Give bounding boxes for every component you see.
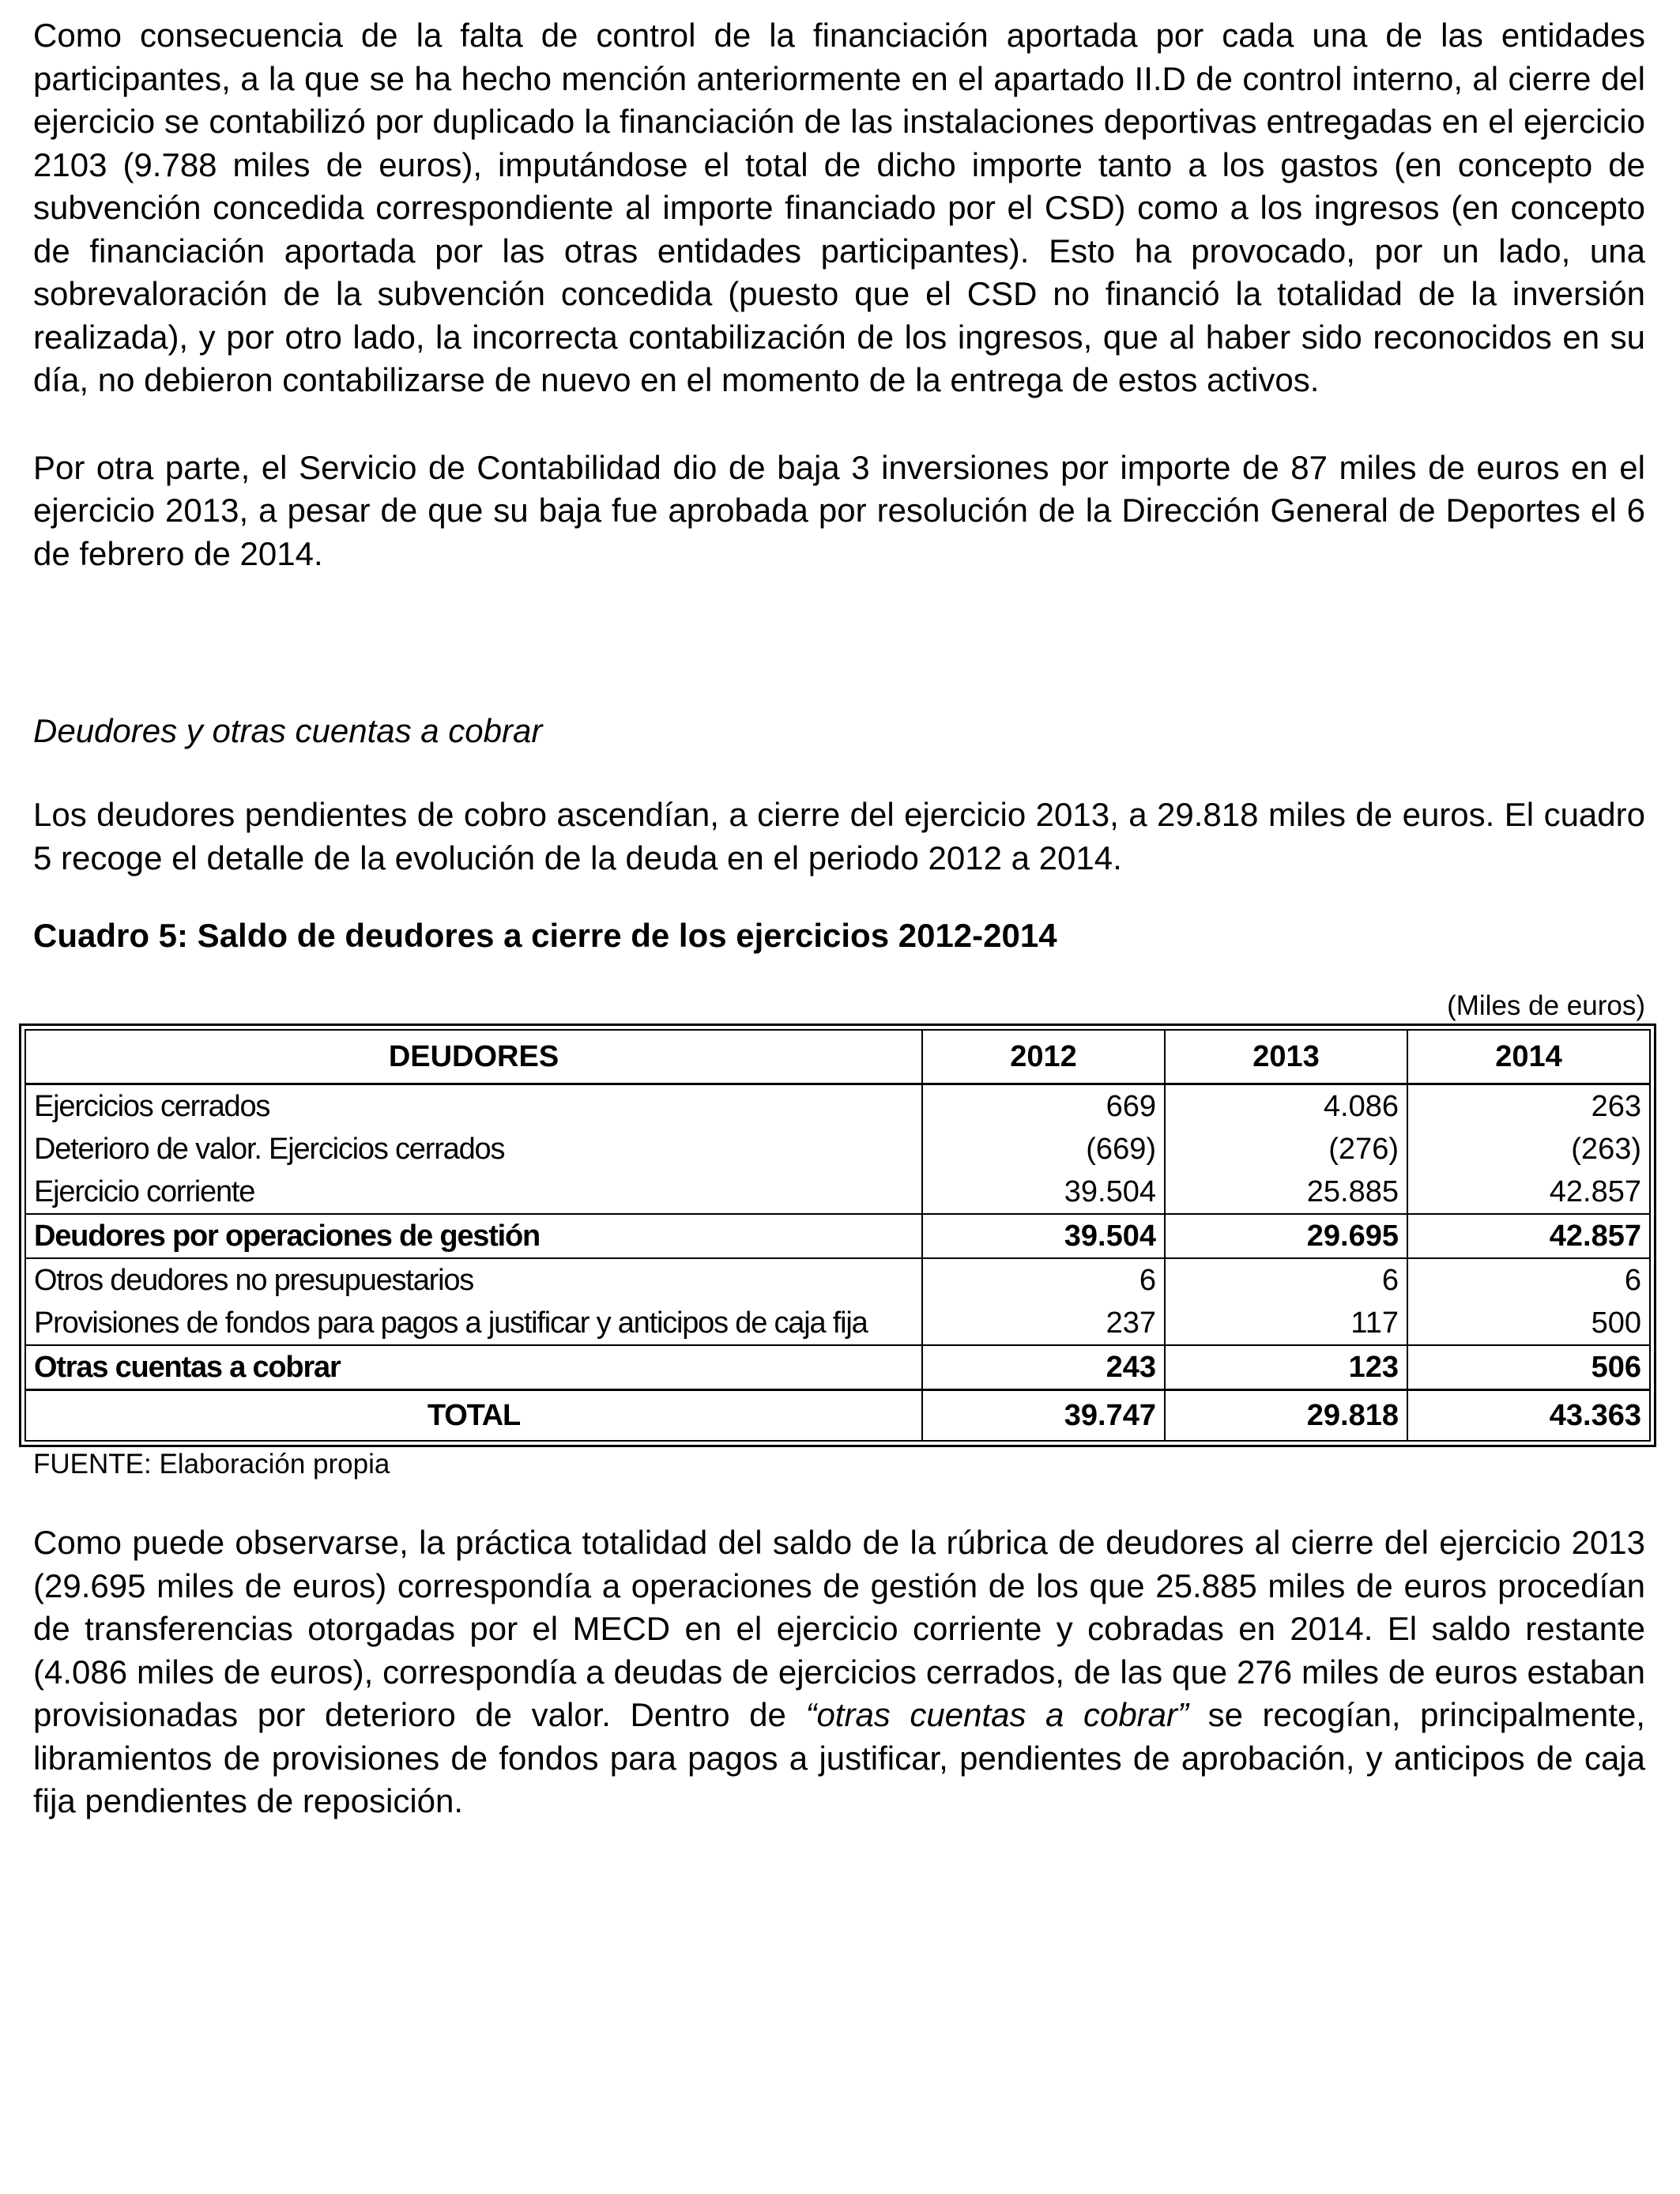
header-2013: 2013 — [1165, 1030, 1407, 1084]
header-deudores: DEUDORES — [25, 1030, 922, 1084]
row-label: Ejercicios cerrados — [25, 1084, 922, 1129]
cell-2013: 29.695 — [1165, 1214, 1407, 1258]
cell-2013: 123 — [1165, 1345, 1407, 1390]
row-label: Ejercicio corriente — [25, 1171, 922, 1214]
paragraph-deudores-intro: Los deudores pendientes de cobro ascendían, a cierre del ejercicio 2013, a 29.818 miles de euros. El cuadro 5 recoge el detalle de la evolución de la deuda en el periodo 2012 a 2014. — [33, 796, 1645, 876]
row-label: Deterioro de valor. Ejercicios cerrados — [25, 1128, 922, 1171]
paragraph-bajas-inversiones: Por otra parte, el Servicio de Contabilidad dio de baja 3 inversiones por importe de 87 miles de euros en el ejercicio 2013, a pesar de que su baja fue aprobada por resolución de la Dirección General de Deportes el 6 de febrero de 2014. — [33, 448, 1645, 572]
cell-2012: 39.504 — [922, 1214, 1165, 1258]
row-label: TOTAL — [25, 1390, 922, 1442]
cell-2014: (263) — [1407, 1128, 1650, 1171]
table-row — [25, 1258, 1650, 1302]
table-row — [25, 1084, 1650, 1129]
deudores-table — [24, 1029, 1651, 1442]
header-2012: 2012 — [922, 1030, 1165, 1084]
table-row — [25, 1171, 1650, 1214]
document-page — [33, 14, 1645, 1823]
cell-2013: 25.885 — [1165, 1171, 1407, 1214]
table-source: FUENTE: Elaboración propia — [33, 1449, 390, 1480]
paragraph-text: Como puede observarse, la práctica totalidad del saldo de la rúbrica de deudores al cierre del ejercicio 2013 (29.695 miles de euros) correspondía a operaciones de gestión de los que 25.885 miles de euros procedían de transferencias otorgadas por el MECD en el ejercicio corriente y cobradas en 2014. El saldo restante (4.086 miles de euros), correspondía a deudas de ejercicios cerrados, de las que 276 miles de euros estaban provisionadas por deterioro de valor. Dentro de — [33, 1524, 1645, 1733]
cell-2012: 6 — [922, 1258, 1165, 1302]
cell-2012: 243 — [922, 1345, 1165, 1390]
cell-2013: 4.086 — [1165, 1084, 1407, 1129]
table-units: (Miles de euros) — [1447, 990, 1645, 1021]
cell-2014: 263 — [1407, 1084, 1650, 1129]
table-row — [25, 1128, 1650, 1171]
cell-2012: 39.747 — [922, 1390, 1165, 1442]
cell-2014: 6 — [1407, 1258, 1650, 1302]
paragraph-analisis-deudores — [33, 1521, 1645, 1823]
table-title: Cuadro 5: Saldo de deudores a cierre de los ejercicios 2012-2014 — [33, 917, 1057, 954]
paragraph-text: se recogían, principalmente, libramientos de provisiones de fondos para pagos a justificar, pendientes de aprobación, y anticipos de caja fija pendientes de reposición. — [33, 1696, 1645, 1819]
cell-2012: 669 — [922, 1084, 1165, 1129]
cell-2014: 42.857 — [1407, 1214, 1650, 1258]
table-row — [25, 1302, 1650, 1345]
cell-2013: 6 — [1165, 1258, 1407, 1302]
total-row — [25, 1390, 1650, 1442]
subtotal-row — [25, 1214, 1650, 1258]
subtotal-row — [25, 1345, 1650, 1390]
cell-2012: (669) — [922, 1128, 1165, 1171]
cell-2013: 117 — [1165, 1302, 1407, 1345]
cell-2012: 237 — [922, 1302, 1165, 1345]
paragraph-financiacion-duplicada: Como consecuencia de la falta de control de la financiación aportada por cada una de las entidades participantes, a la que se ha hecho mención anteriormente en el apartado II.D de control interno, al cierre del ejercicio se contabilizó por duplicado la financiación de las instalaciones deportivas entregadas en el ejercicio 2103 (9.788 miles de euros), imputándose el total de dicho importe tanto a los gastos (en concepto de subvención concedida correspondiente al importe financiado por el CSD) como a los ingresos (en concepto de financiación aportada por las otras entidades participantes). Esto ha provocado, por un lado, una sobrevaloración de la subvención concedida (puesto que el CSD no financió la totalidad de la inversión realizada), y por otro lado, la incorrecta contabilización de los ingresos, que al haber sido reconocidos en su día, no debieron contabilizarse de nuevo en el momento de la entrega de estos activos. — [33, 17, 1645, 398]
cell-2014: 42.857 — [1407, 1171, 1650, 1214]
cell-2014: 506 — [1407, 1345, 1650, 1390]
table-frame — [19, 1023, 1656, 1447]
row-label: Otros deudores no presupuestarios — [25, 1258, 922, 1302]
cell-2013: 29.818 — [1165, 1390, 1407, 1442]
row-label: Deudores por operaciones de gestión — [25, 1214, 922, 1258]
section-heading-deudores: Deudores y otras cuentas a cobrar — [33, 712, 543, 749]
cell-2014: 43.363 — [1407, 1390, 1650, 1442]
cell-2012: 39.504 — [922, 1171, 1165, 1214]
paragraph-italic-quote: “otras cuentas a cobrar” — [805, 1696, 1188, 1733]
row-label: Provisiones de fondos para pagos a justificar y anticipos de caja fija — [25, 1302, 922, 1345]
row-label: Otras cuentas a cobrar — [25, 1345, 922, 1390]
header-2014: 2014 — [1407, 1030, 1650, 1084]
cell-2013: (276) — [1165, 1128, 1407, 1171]
cell-2014: 500 — [1407, 1302, 1650, 1345]
table-header-row — [25, 1030, 1650, 1084]
